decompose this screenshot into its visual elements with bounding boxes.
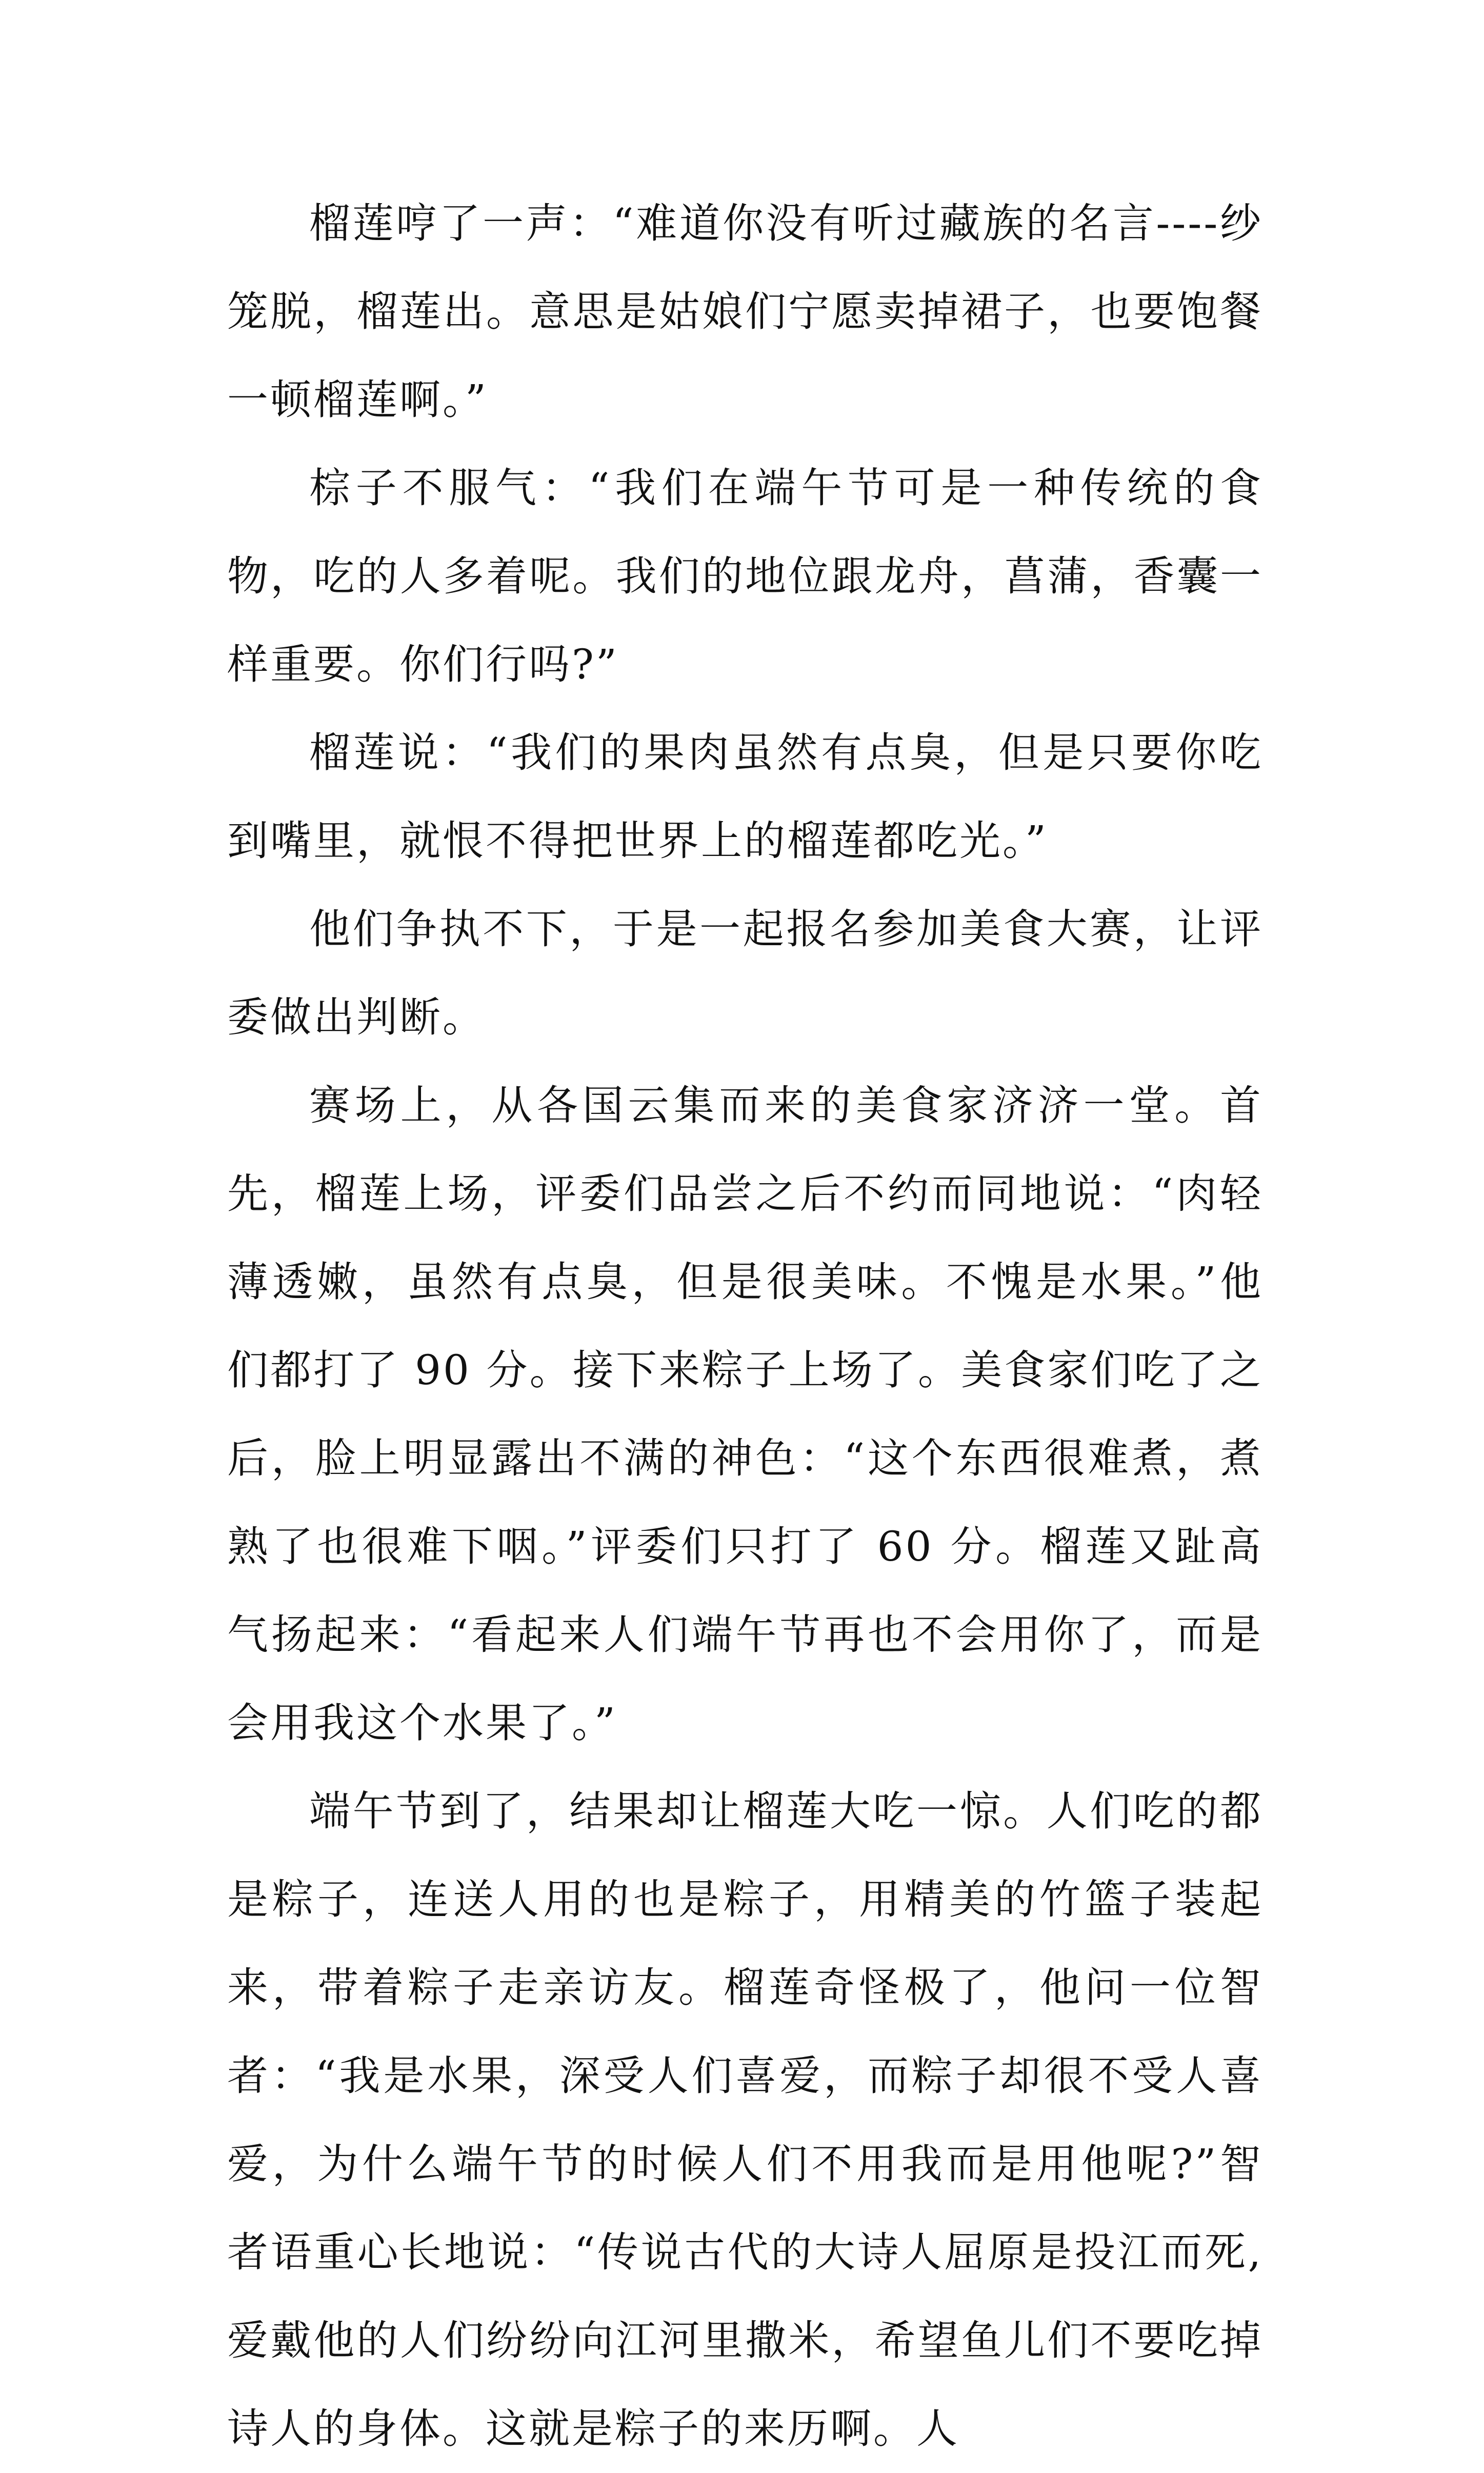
paragraph-4: 他们争执不下，于是一起报名参加美食大赛，让评委做出判断。 [227,905,1263,1041]
paragraph-1: 榴莲哼了一声：“难道你没有听过藏族的名言----纱笼脱，榴莲出。意思是姑娘们宁愿卖掉裙子，也要饱餐一顿榴莲啊。” [227,200,1263,424]
paragraph-5: 赛场上，从各国云集而来的美食家济济一堂。首先，榴莲上场，评委们品尝之后不约而同地说：“肉轻薄透嫩，虽然有点臭，但是很美味。不愧是水果。”他们都打了 90 分。接下来粽子上场了。美食家们吃了之后，脸上明显露出不满的神色：“这个东西很难煮，煮熟了也很难下咽。”评委们只打了 60 分。榴莲又趾高气扬起来：“看起来人们端午节再也不会用你了，而是会用我这个水果了。” [227,1082,1263,1747]
paragraph-2: 棕子不服气：“我们在端午节可是一种传统的食物，吃的人多着呢。我们的地位跟龙舟，菖蒲，香囊一样重要。你们行吗?” [227,464,1263,688]
paragraph-6: 端午节到了，结果却让榴莲大吃一惊。人们吃的都是粽子，连送人用的也是粽子，用精美的竹篮子装起来，带着粽子走亲访友。榴莲奇怪极了，他问一位智者：“我是水果，深受人们喜爱，而粽子却很不受人喜爱，为什么端午节的时候人们不用我而是用他呢?”智者语重心长地说：“传说古代的大诗人屈原是投江而死,爱戴他的人们纷纷向江河里撒米，希望鱼儿们不要吃掉诗人的身体。这就是粽子的来历啊。人 [227,1787,1263,2452]
paragraph-3: 榴莲说：“我们的果肉虽然有点臭，但是只要你吃到嘴里，就恨不得把世界上的榴莲都吃光。” [227,729,1263,865]
story-text [227,180,1263,2473]
